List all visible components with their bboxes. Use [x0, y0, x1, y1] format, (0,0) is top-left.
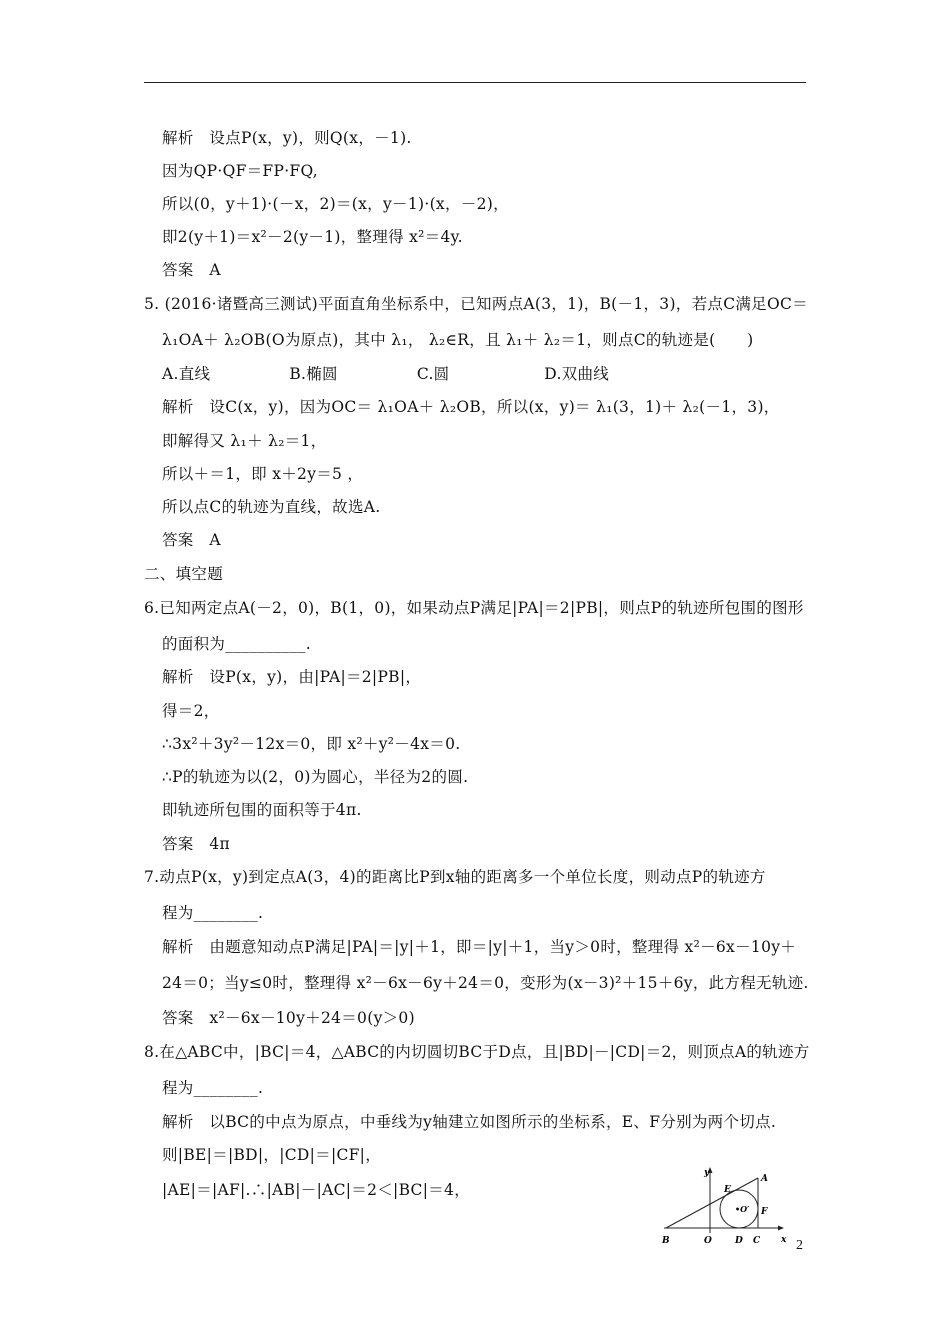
- text-line: 答案 x²－6x－10y＋24＝0(y＞0): [162, 1009, 415, 1027]
- text-line: ∴P的轨迹为以(2，0)为圆心，半径为2的圆.: [162, 768, 469, 786]
- question-6-stem: 6.已知两定点A(－2，0)，B(1，0)，如果动点P满足|PA|＝2|PB|，则点P的轨迹所包围的图形: [144, 599, 804, 617]
- question-8-stem: 8.在△ABC中，|BC|＝4，△ABC的内切圆切BC于D点，且|BD|－|CD|＝2，则顶点A的轨迹方: [144, 1043, 810, 1061]
- text-line: 因为QP·QF＝FP·FQ,: [162, 162, 318, 180]
- text-line: 解析 设点P(x，y)，则Q(x，－1).: [162, 129, 412, 147]
- question-7-stem: 7.动点P(x，y)到定点A(3，4)的距离比P到x轴的距离多一个单位长度，则动点P的轨迹方: [144, 868, 766, 886]
- text-line: 答案 4π: [162, 835, 231, 853]
- text-line: 所以＋＝1，即 x＋2y＝5 ，: [162, 465, 364, 483]
- text-line: 解析 由题意知动点P满足|PA|＝|y|＋1，即＝|y|＋1，当y＞0时，整理得 x²－6x－10y＋: [162, 938, 797, 956]
- point-label-a: A: [761, 1174, 768, 1184]
- text-line: 得＝2，: [162, 702, 220, 720]
- text-line: 24＝0；当y≤0时，整理得 x²－6x－6y＋24＝0，变形为(x－3)²＋15＋6y，此方程无轨迹.: [162, 974, 809, 992]
- text-line: 的面积为__________.: [162, 635, 311, 653]
- header-rule: [144, 82, 806, 83]
- text-line: 所以(0，y＋1)·(－x，2)＝(x，y－1)·(x，－2)，: [162, 195, 509, 213]
- point-label-o: O: [704, 1236, 712, 1245]
- text-line: 即轨迹所包围的面积等于4π.: [162, 801, 362, 819]
- text-line: 所以点C的轨迹为直线，故选A.: [162, 498, 381, 516]
- text-line: 答案 A: [162, 261, 221, 279]
- text-line: 解析 设P(x，y)，由|PA|＝2|PB|，: [162, 668, 422, 686]
- text-line: 程为________.: [162, 1079, 264, 1097]
- text-line: λ₁OA＋ λ₂OB(O为原点)，其中 λ₁， λ₂∈R，且 λ₁＋ λ₂＝1，则点C的轨迹是( ): [162, 331, 754, 349]
- text-line: 解析 设C(x，y)，因为OC＝ λ₁OA＋ λ₂OB，所以(x，y)＝ λ₁(3，1)＋ λ₂(－1，3)，: [162, 398, 780, 416]
- point-label-d: D: [735, 1236, 743, 1245]
- point-label-e: E: [724, 1185, 731, 1195]
- text-line: |AE|＝|AF|.∴|AB|－|AC|＝2＜|BC|＝4，: [162, 1181, 471, 1199]
- point-label-o-prime: •O′: [735, 1204, 750, 1214]
- text-line: 程为________.: [162, 904, 264, 922]
- question-5-stem: 5. (2016·诸暨高三测试)平面直角坐标系中，已知两点A(3，1)，B(－1，3)，若点C满足OC＝: [144, 295, 808, 313]
- triangle-incircle-figure: [660, 1165, 790, 1245]
- text-line: 解析 以BC的中点为原点，中垂线为y轴建立如图所示的坐标系，E、F分别为两个切点.: [162, 1113, 777, 1131]
- text-line: ∴3x²＋3y²－12x＝0，即 x²＋y²－4x＝0.: [162, 735, 461, 753]
- axis-label-x: x: [781, 1235, 787, 1245]
- text-line: 即2(y＋1)＝x²－2(y－1)，整理得 x²＝4y.: [162, 228, 463, 246]
- question-5-options: A.直线 B.椭圆 C.圆 D.双曲线: [162, 365, 610, 383]
- point-label-f: F: [761, 1207, 768, 1217]
- text-line: 即解得又 λ₁＋ λ₂＝1，: [162, 432, 327, 450]
- page-number: 2: [796, 1238, 803, 1253]
- point-label-c: C: [753, 1236, 761, 1245]
- text-line: 答案 A: [162, 531, 221, 549]
- text-line: 则|BE|＝|BD|，|CD|＝|CF|，: [162, 1146, 382, 1164]
- section-heading: 二、填空题: [144, 565, 224, 583]
- axis-label-y: y: [704, 1168, 710, 1178]
- point-label-b: B: [662, 1236, 670, 1245]
